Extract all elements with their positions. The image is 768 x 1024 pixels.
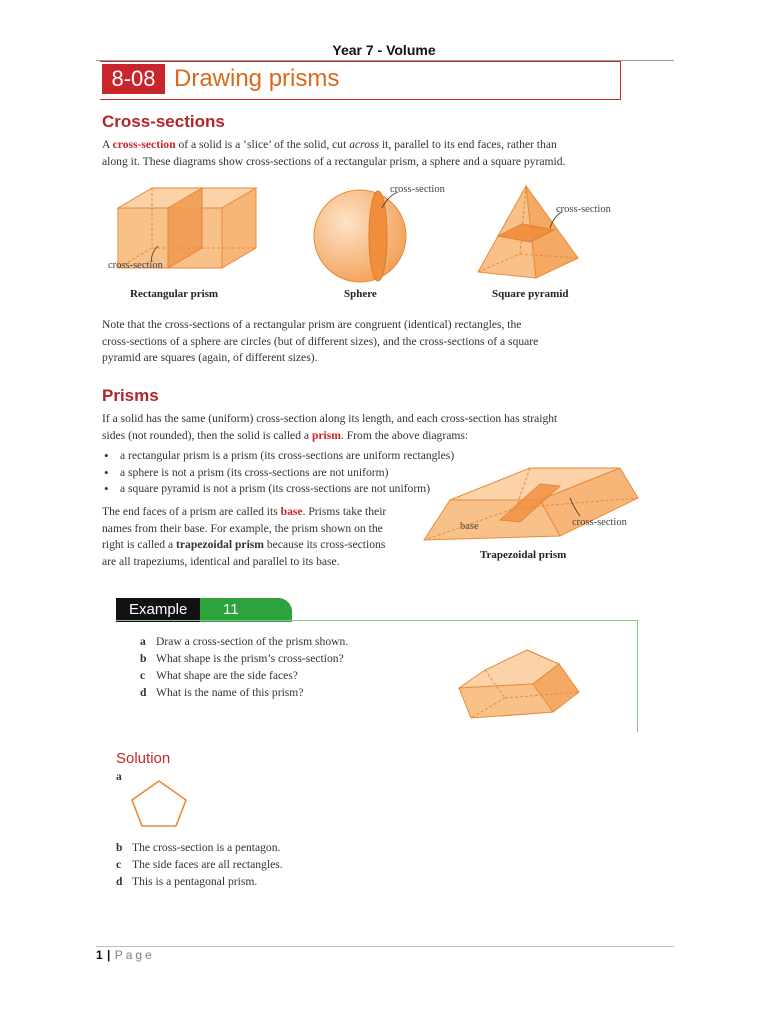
section-number: 8-08: [102, 64, 165, 94]
sphere-caption: Sphere: [344, 288, 377, 300]
trap-base-label: base: [460, 521, 479, 532]
example-label: Example: [129, 601, 188, 618]
footer-rule: [96, 946, 674, 947]
example-border-right: [637, 620, 638, 732]
list-item: • a sphere is not a prism (its cross-sections are not uniform): [102, 465, 454, 482]
question-d: d What is the name of this prism?: [140, 686, 304, 699]
rect-cross-section-label: cross-section: [108, 260, 163, 271]
trap-prism-caption: Trapezoidal prism: [480, 549, 567, 561]
example-number: 11: [200, 598, 292, 622]
question-a: a Draw a cross-section of the prism shown.: [140, 635, 349, 648]
answer-b: b The cross-section is a pentagon.: [116, 841, 281, 854]
question-c: c What shape are the side faces?: [140, 669, 298, 682]
pentagonal-prism-figure: [455, 642, 590, 722]
page-number: 1: [96, 948, 103, 962]
solution-heading: Solution: [116, 750, 171, 767]
pyramid-caption: Square pyramid: [492, 288, 569, 300]
prism-base-paragraph: The end faces of a prism are called its base. Prisms take their names from their base. For example, the prism shown on the right is called a trapezoidal prism because its cross-sections are all trapeziums, identical and parallel to its base.: [102, 505, 387, 568]
term-base: base: [280, 505, 303, 518]
trap-cross-section-label: cross-section: [572, 517, 627, 528]
section-title: Drawing prisms: [174, 65, 340, 92]
list-item: • a square pyramid is not a prism (its cross-sections are not uniform): [102, 481, 454, 498]
question-b: b What shape is the prism’s cross-section?: [140, 652, 344, 665]
pentagon-cross-section: [128, 778, 190, 830]
document-header: Year 7 - Volume: [332, 42, 436, 58]
solution-part-a-label: a: [116, 770, 122, 783]
term-trapezoidal-prism: trapezoidal prism: [176, 538, 264, 551]
answer-d: d This is a pentagonal prism.: [116, 875, 258, 888]
cross-sections-note: Note that the cross-sections of a rectangular prism are congruent (identical) rectangles, the cross-sections of a sphere are circles (but of different sizes), and the cross-sections of a square pyramid are squares (again, of different sizes).: [102, 318, 539, 364]
rect-prism-caption: Rectangular prism: [130, 288, 219, 300]
example-tab: [116, 598, 292, 622]
cross-sections-intro: A cross-section of a solid is a ‘slice’ of the solid, cut across it, parallel to its end faces, rather than along it. These diagrams show cross-sections of a rectangular prism, a sphere and a square pyramid.: [102, 138, 566, 168]
term-prism: prism: [311, 428, 341, 442]
square-pyramid-figure: [470, 180, 600, 284]
page-word: Page: [114, 948, 155, 962]
page-footer: 1 | Page: [96, 948, 155, 962]
pyramid-cross-section-label: cross-section: [556, 204, 611, 215]
answer-c: c The side faces are all rectangles.: [116, 858, 283, 871]
list-item: • a rectangular prism is a prism (its cross-sections are uniform rectangles): [102, 448, 454, 465]
sphere-cross-section-label: cross-section: [390, 184, 445, 195]
prisms-heading: Prisms: [102, 386, 159, 405]
sphere-figure: [300, 182, 450, 286]
cross-sections-heading: Cross-sections: [102, 112, 225, 131]
example-border-top: [116, 620, 638, 621]
prisms-definition: If a solid has the same (uniform) cross-section along its length, and each cross-section has straight sides (not rounded), then the solid is called a prism. From the above diagrams:: [102, 412, 558, 442]
prism-examples-list: [102, 448, 454, 498]
term-cross-section: cross-section: [112, 138, 176, 151]
trapezoidal-prism-figure: [420, 458, 645, 548]
